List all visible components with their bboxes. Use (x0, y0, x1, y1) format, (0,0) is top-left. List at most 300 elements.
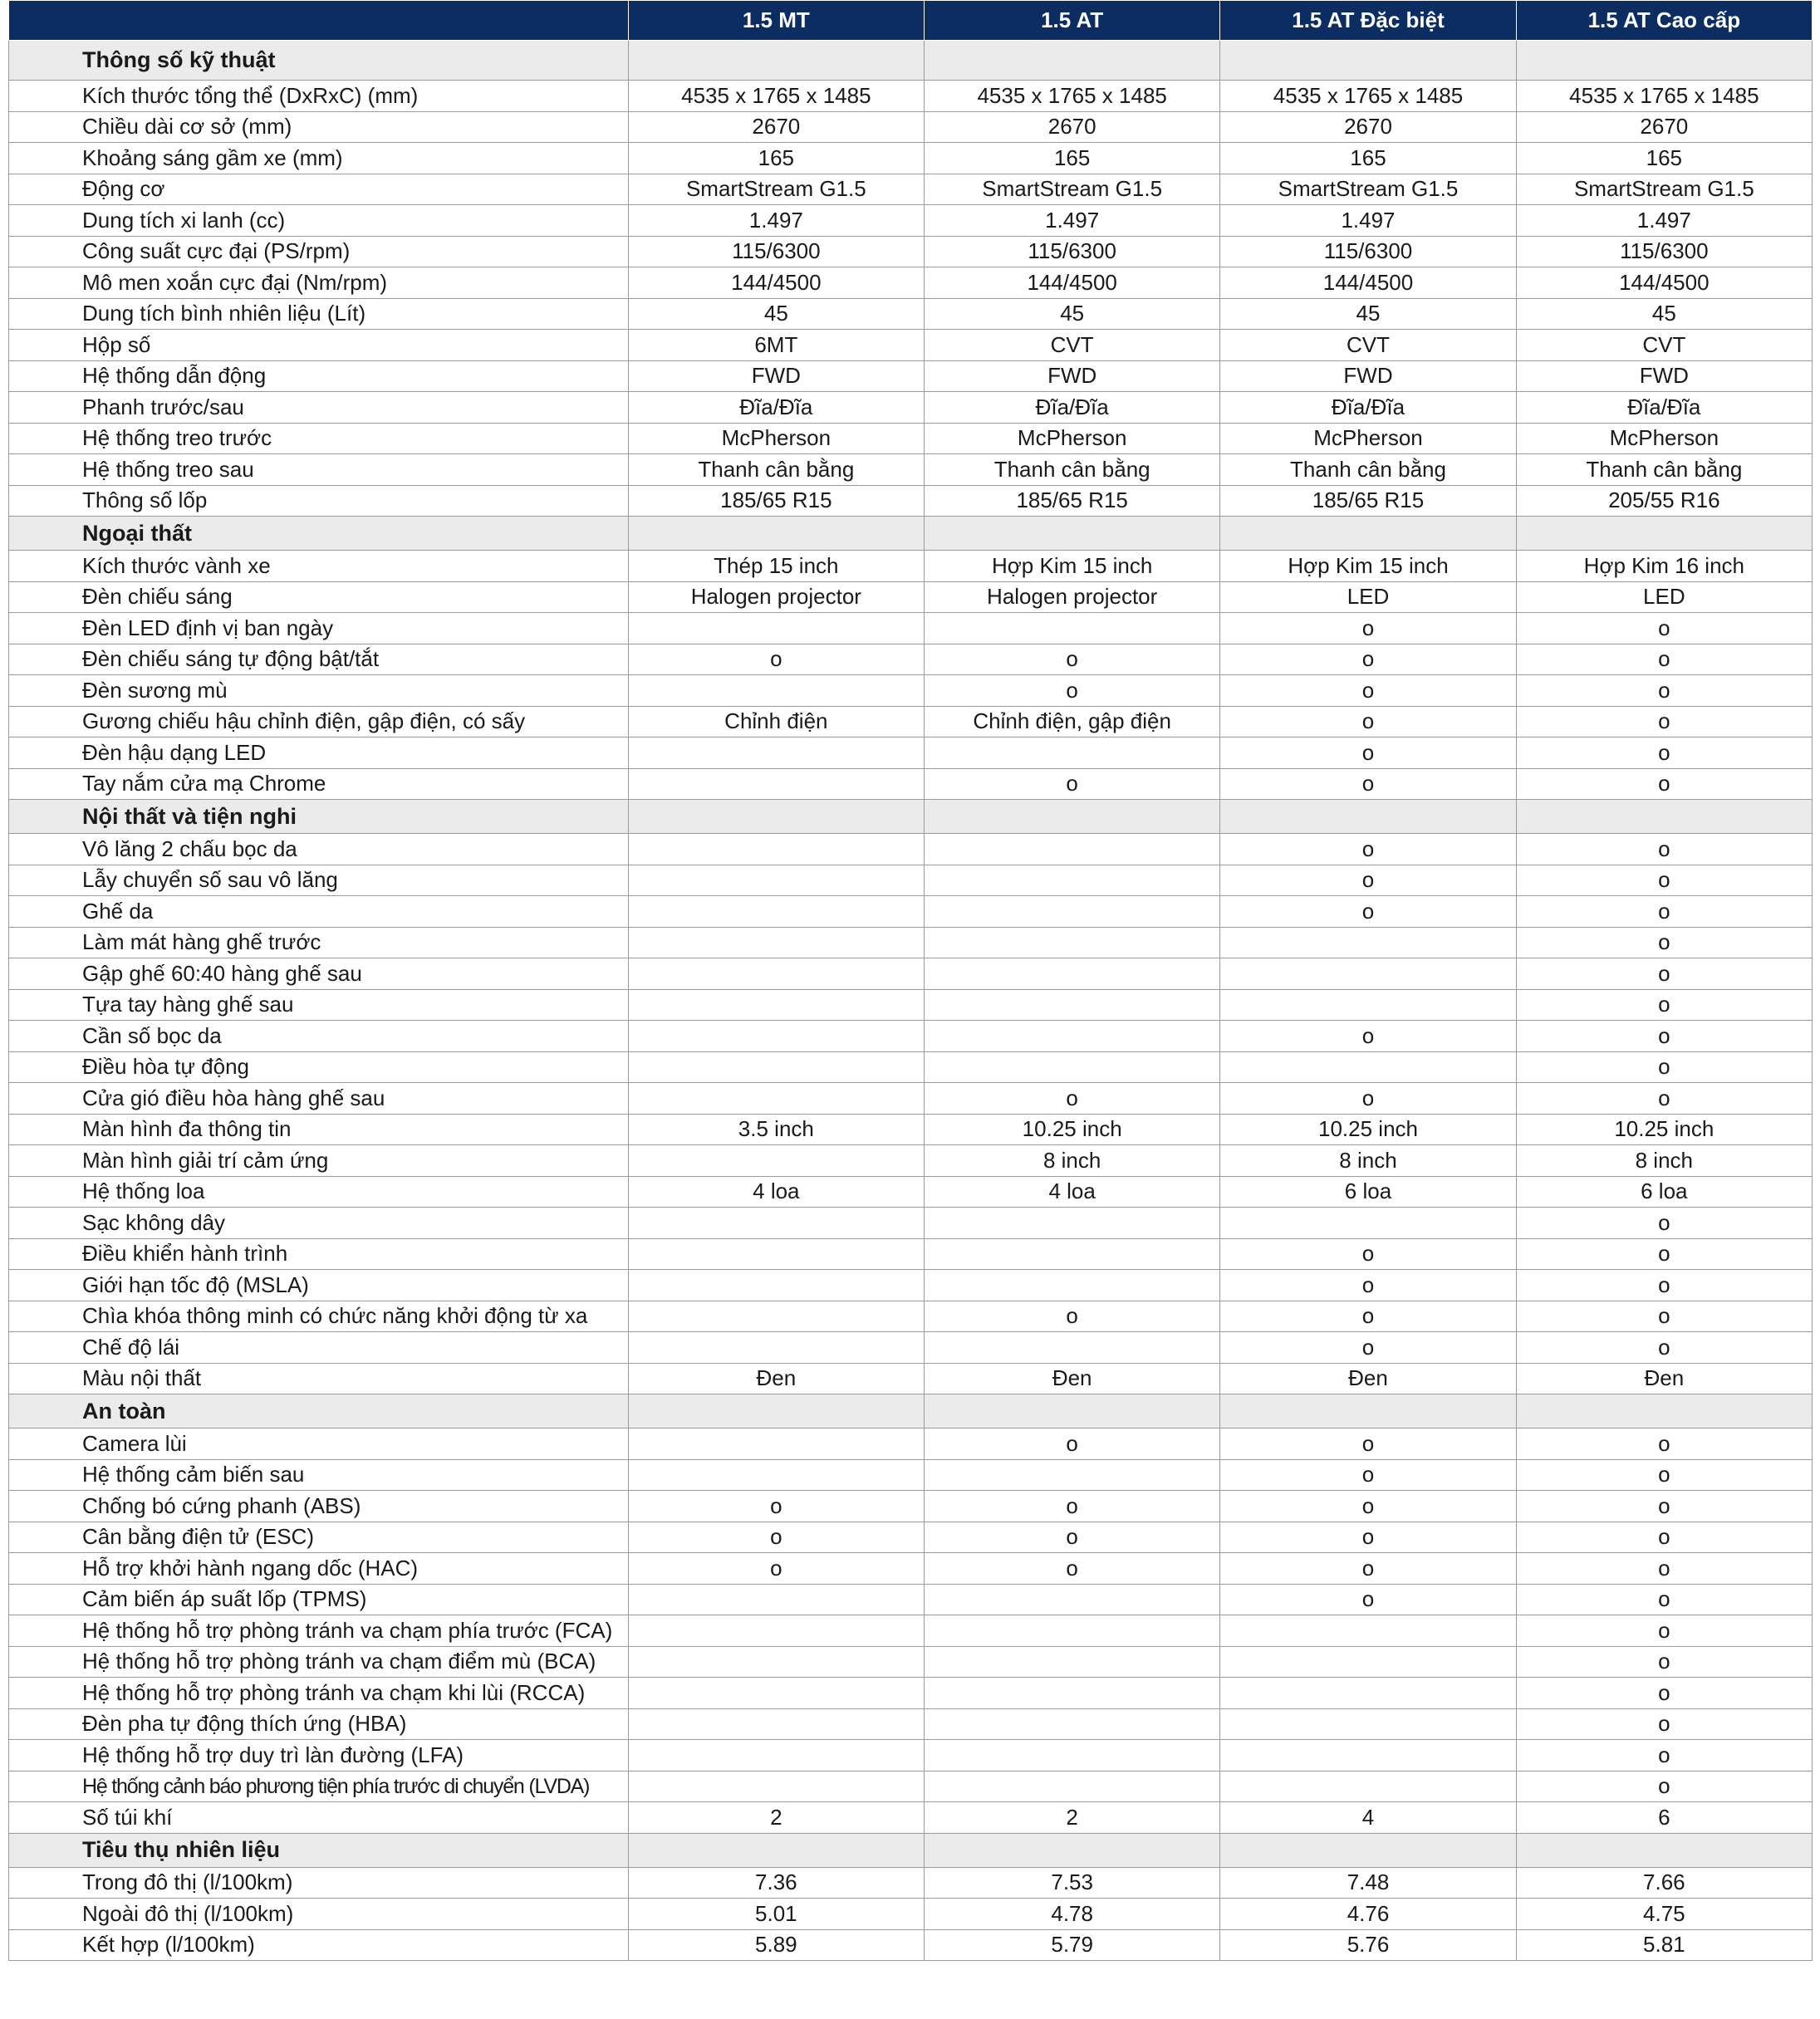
cell-value-col-3: SmartStream G1.5 (1220, 174, 1516, 205)
table-row (9, 1802, 1813, 1834)
cell-value-col-2: o (925, 1522, 1220, 1553)
cell-value-col-1: 45 (628, 298, 924, 330)
cell-value-col-4: 10.25 inch (1516, 1114, 1812, 1145)
row-label (9, 675, 629, 707)
cell-value-col-2: CVT (925, 330, 1220, 361)
cell-value-col-2 (925, 1051, 1220, 1083)
cell-value-col-2: 2670 (925, 111, 1220, 143)
cell-value-col-2 (925, 896, 1220, 928)
cell-value-col-3 (1220, 1208, 1516, 1239)
section-empty-cell (1220, 41, 1516, 81)
cell-value-col-1: SmartStream G1.5 (628, 174, 924, 205)
cell-value-col-2 (925, 1238, 1220, 1270)
cell-value-col-4: o (1516, 927, 1812, 958)
row-label (9, 360, 629, 392)
cell-value-col-2: 4 loa (925, 1176, 1220, 1208)
table-row (9, 1708, 1813, 1740)
cell-value-col-1: 185/65 R15 (628, 485, 924, 517)
table-row (9, 706, 1813, 738)
cell-value-col-1 (628, 768, 924, 800)
row-label-text: Ngoài đô thị (l/100km) (82, 1900, 294, 1926)
section-empty-cell (925, 41, 1220, 81)
cell-value-col-1 (628, 1145, 924, 1177)
cell-value-col-2: o (925, 1428, 1220, 1460)
cell-value-col-2 (925, 989, 1220, 1021)
cell-value-col-1: McPherson (628, 423, 924, 454)
cell-value-col-4: o (1516, 1646, 1812, 1678)
row-label (9, 1363, 629, 1394)
row-label-text: Kích thước tổng thể (DxRxC) (mm) (82, 82, 419, 108)
cell-value-col-2: SmartStream G1.5 (925, 174, 1220, 205)
cell-value-col-1 (628, 927, 924, 958)
cell-value-col-2 (925, 1708, 1220, 1740)
row-label (9, 1740, 629, 1772)
cell-value-col-1: 4 loa (628, 1176, 924, 1208)
row-label-text: Mô men xoắn cực đại (Nm/rpm) (82, 269, 388, 295)
cell-value-col-1 (628, 1083, 924, 1115)
cell-value-col-2 (925, 834, 1220, 865)
cell-value-col-2: 115/6300 (925, 236, 1220, 267)
row-label (9, 1615, 629, 1647)
row-label-text: Trong đô thị (l/100km) (82, 1870, 293, 1895)
table-row (9, 485, 1813, 517)
cell-value-col-4: o (1516, 958, 1812, 990)
cell-value-col-2: o (925, 1553, 1220, 1585)
row-label-text: Tựa tay hàng ghế sau (82, 992, 294, 1017)
section-empty-cell (628, 1394, 924, 1428)
section-empty-cell (925, 1394, 1220, 1428)
cell-value-col-3: CVT (1220, 330, 1516, 361)
cell-value-col-4: 7.66 (1516, 1867, 1812, 1899)
cell-value-col-3 (1220, 1771, 1516, 1802)
cell-value-col-1: 115/6300 (628, 236, 924, 267)
header-column-2: 1.5 AT (925, 1, 1220, 41)
row-label (9, 1646, 629, 1678)
row-label-text: Hệ thống hỗ trợ phòng tránh va chạm điểm mù (BCA) (82, 1649, 596, 1674)
section-empty-cell (1516, 1833, 1812, 1867)
cell-value-col-3: 4 (1220, 1802, 1516, 1834)
table-row (9, 1238, 1813, 1270)
row-label (9, 1270, 629, 1301)
cell-value-col-3: 6 loa (1220, 1176, 1516, 1208)
section-title: Nội thất và tiện nghi (9, 800, 629, 834)
cell-value-col-4: o (1516, 706, 1812, 738)
cell-value-col-4: CVT (1516, 330, 1812, 361)
cell-value-col-4: o (1516, 1522, 1812, 1553)
row-label (9, 581, 629, 613)
cell-value-col-4: o (1516, 1021, 1812, 1052)
cell-value-col-3: 144/4500 (1220, 267, 1516, 299)
row-label (9, 1459, 629, 1491)
cell-value-col-3: 7.48 (1220, 1867, 1516, 1899)
cell-value-col-2 (925, 1771, 1220, 1802)
cell-value-col-3: LED (1220, 581, 1516, 613)
cell-value-col-4: o (1516, 896, 1812, 928)
cell-value-col-4: o (1516, 1208, 1812, 1239)
cell-value-col-2 (925, 927, 1220, 958)
cell-value-col-3: o (1220, 706, 1516, 738)
cell-value-col-2: 185/65 R15 (925, 485, 1220, 517)
table-row (9, 111, 1813, 143)
cell-value-col-4: o (1516, 675, 1812, 707)
cell-value-col-4: o (1516, 1771, 1812, 1802)
row-label-text: Hệ thống hỗ trợ phòng tránh va chạm phía trước (FCA) (82, 1617, 613, 1643)
cell-value-col-2 (925, 958, 1220, 990)
cell-value-col-1 (628, 1051, 924, 1083)
section-empty-cell (1516, 1394, 1812, 1428)
section-header-row (9, 41, 1813, 81)
cell-value-col-1 (628, 1459, 924, 1491)
cell-value-col-1 (628, 1771, 924, 1802)
cell-value-col-1: FWD (628, 360, 924, 392)
cell-value-col-4: 2670 (1516, 111, 1812, 143)
cell-value-col-4: 144/4500 (1516, 267, 1812, 299)
cell-value-col-4: Đen (1516, 1363, 1812, 1394)
row-label-text: Cảm biến áp suất lốp (TPMS) (82, 1586, 367, 1612)
row-label-text: Hệ thống treo trước (82, 425, 272, 451)
cell-value-col-4: o (1516, 1708, 1812, 1740)
table-row (9, 1553, 1813, 1585)
section-empty-cell (1220, 800, 1516, 834)
table-row (9, 1584, 1813, 1615)
cell-value-col-4: 5.81 (1516, 1929, 1812, 1961)
cell-value-col-2 (925, 1678, 1220, 1709)
cell-value-col-3: o (1220, 613, 1516, 644)
cell-value-col-3 (1220, 1740, 1516, 1772)
cell-value-col-4: o (1516, 1051, 1812, 1083)
row-label (9, 1051, 629, 1083)
table-row (9, 675, 1813, 707)
cell-value-col-2: 165 (925, 143, 1220, 174)
cell-value-col-1 (628, 958, 924, 990)
row-label (9, 330, 629, 361)
cell-value-col-1 (628, 1332, 924, 1364)
table-row (9, 1740, 1813, 1772)
section-empty-cell (925, 517, 1220, 551)
table-row (9, 738, 1813, 769)
table-row (9, 1771, 1813, 1802)
table-row (9, 174, 1813, 205)
cell-value-col-4: o (1516, 1459, 1812, 1491)
row-label-text: Camera lùi (82, 1430, 187, 1456)
cell-value-col-3: 165 (1220, 143, 1516, 174)
row-label (9, 1553, 629, 1585)
row-label (9, 423, 629, 454)
row-label-text: Gập ghế 60:40 hàng ghế sau (82, 960, 362, 986)
row-label-text: Cửa gió điều hòa hàng ghế sau (82, 1085, 385, 1110)
table-row (9, 1051, 1813, 1083)
cell-value-col-2 (925, 1208, 1220, 1239)
row-label (9, 738, 629, 769)
cell-value-col-3: o (1220, 1021, 1516, 1052)
table-row (9, 834, 1813, 865)
cell-value-col-2: 8 inch (925, 1145, 1220, 1177)
cell-value-col-3: o (1220, 1332, 1516, 1364)
cell-value-col-1 (628, 613, 924, 644)
cell-value-col-1 (628, 738, 924, 769)
cell-value-col-1 (628, 1428, 924, 1460)
cell-value-col-1: Halogen projector (628, 581, 924, 613)
cell-value-col-4: 4.75 (1516, 1899, 1812, 1930)
section-header-row (9, 517, 1813, 551)
row-label-text: Thông số lốp (82, 488, 208, 513)
table-row (9, 644, 1813, 675)
row-label (9, 1208, 629, 1239)
cell-value-col-2: o (925, 675, 1220, 707)
row-label (9, 1428, 629, 1460)
cell-value-col-2: 45 (925, 298, 1220, 330)
table-row (9, 1332, 1813, 1364)
row-label (9, 958, 629, 990)
section-title: Thông số kỹ thuật (9, 41, 629, 81)
cell-value-col-1 (628, 1238, 924, 1270)
row-label (9, 267, 629, 299)
table-row (9, 1083, 1813, 1115)
table-row (9, 768, 1813, 800)
header-column-3: 1.5 AT Đặc biệt (1220, 1, 1516, 41)
row-label (9, 1114, 629, 1145)
cell-value-col-1 (628, 865, 924, 896)
table-row (9, 298, 1813, 330)
cell-value-col-2 (925, 1646, 1220, 1678)
cell-value-col-1 (628, 1646, 924, 1678)
row-label (9, 454, 629, 486)
cell-value-col-1: o (628, 1522, 924, 1553)
section-empty-cell (1220, 1833, 1516, 1867)
cell-value-col-4: LED (1516, 581, 1812, 613)
table-row (9, 1114, 1813, 1145)
row-label-text: Làm mát hàng ghế trước (82, 929, 321, 955)
row-label (9, 1083, 629, 1115)
table-row (9, 1208, 1813, 1239)
row-label (9, 1145, 629, 1177)
cell-value-col-3: o (1220, 1459, 1516, 1491)
cell-value-col-4: o (1516, 1584, 1812, 1615)
section-header-row (9, 800, 1813, 834)
cell-value-col-4: o (1516, 1238, 1812, 1270)
cell-value-col-2: Thanh cân bằng (925, 454, 1220, 486)
cell-value-col-1 (628, 675, 924, 707)
section-title: An toàn (9, 1394, 629, 1428)
row-label-text: Hệ thống treo sau (82, 456, 254, 482)
cell-value-col-2: o (925, 1301, 1220, 1332)
section-empty-cell (628, 41, 924, 81)
cell-value-col-3 (1220, 989, 1516, 1021)
cell-value-col-2 (925, 738, 1220, 769)
cell-value-col-3 (1220, 1051, 1516, 1083)
cell-value-col-3: o (1220, 1491, 1516, 1522)
cell-value-col-1 (628, 1021, 924, 1052)
cell-value-col-3: o (1220, 1083, 1516, 1115)
table-row (9, 927, 1813, 958)
table-row (9, 896, 1813, 928)
cell-value-col-3: FWD (1220, 360, 1516, 392)
cell-value-col-4: 1.497 (1516, 205, 1812, 237)
cell-value-col-3: 45 (1220, 298, 1516, 330)
row-label-text: Phanh trước/sau (82, 394, 244, 419)
row-label (9, 768, 629, 800)
row-label-text: Sạc không dây (82, 1209, 226, 1235)
cell-value-col-4: SmartStream G1.5 (1516, 174, 1812, 205)
cell-value-col-3: Đĩa/Đĩa (1220, 392, 1516, 424)
row-label-text: Kết hợp (l/100km) (82, 1932, 255, 1958)
cell-value-col-2: Đĩa/Đĩa (925, 392, 1220, 424)
row-label (9, 1899, 629, 1930)
cell-value-col-3: 4.76 (1220, 1899, 1516, 1930)
cell-value-col-4: o (1516, 1301, 1812, 1332)
row-label (9, 1678, 629, 1709)
cell-value-col-1 (628, 1615, 924, 1647)
cell-value-col-2: McPherson (925, 423, 1220, 454)
row-label-text: Màn hình giải trí cảm ứng (82, 1147, 329, 1173)
cell-value-col-3: o (1220, 1428, 1516, 1460)
section-empty-cell (925, 1833, 1220, 1867)
cell-value-col-4: o (1516, 644, 1812, 675)
cell-value-col-1: 1.497 (628, 205, 924, 237)
cell-value-col-2 (925, 1021, 1220, 1052)
cell-value-col-4: o (1516, 1083, 1812, 1115)
row-label-text: Hộp số (82, 331, 151, 357)
row-label-text: Đèn pha tự động thích ứng (HBA) (82, 1711, 407, 1737)
cell-value-col-3: o (1220, 896, 1516, 928)
row-label-text: Hệ thống cảnh báo phương tiện phía trước di chuyển (LVDA) (82, 1775, 590, 1799)
cell-value-col-1: 5.89 (628, 1929, 924, 1961)
section-empty-cell (1220, 1394, 1516, 1428)
cell-value-col-4: 205/55 R16 (1516, 485, 1812, 517)
cell-value-col-1: 165 (628, 143, 924, 174)
spec-table (8, 0, 1813, 1961)
cell-value-col-4: o (1516, 768, 1812, 800)
row-label-text: Số túi khí (82, 1804, 173, 1830)
cell-value-col-2: o (925, 768, 1220, 800)
table-row (9, 1270, 1813, 1301)
cell-value-col-4: McPherson (1516, 423, 1812, 454)
cell-value-col-4: 165 (1516, 143, 1812, 174)
cell-value-col-4: 6 loa (1516, 1176, 1812, 1208)
cell-value-col-3: o (1220, 1238, 1516, 1270)
cell-value-col-3: o (1220, 675, 1516, 707)
table-row (9, 1678, 1813, 1709)
cell-value-col-3: o (1220, 834, 1516, 865)
cell-value-col-1: o (628, 1553, 924, 1585)
cell-value-col-2 (925, 1615, 1220, 1647)
cell-value-col-3: o (1220, 1270, 1516, 1301)
cell-value-col-3: 4535 x 1765 x 1485 (1220, 81, 1516, 112)
cell-value-col-1: o (628, 644, 924, 675)
cell-value-col-4: 115/6300 (1516, 236, 1812, 267)
cell-value-col-3: 115/6300 (1220, 236, 1516, 267)
cell-value-col-1 (628, 896, 924, 928)
row-label (9, 1491, 629, 1522)
table-row (9, 1021, 1813, 1052)
cell-value-col-2: Hợp Kim 15 inch (925, 551, 1220, 582)
row-label-text: Lẫy chuyển số sau vô lăng (82, 867, 338, 893)
row-label (9, 865, 629, 896)
table-row (9, 1491, 1813, 1522)
table-row (9, 392, 1813, 424)
cell-value-col-3: o (1220, 1584, 1516, 1615)
row-label-text: Hệ thống dẫn động (82, 363, 267, 389)
section-empty-cell (628, 800, 924, 834)
header-column-1: 1.5 MT (628, 1, 924, 41)
cell-value-col-4: o (1516, 834, 1812, 865)
spec-body (9, 41, 1813, 1961)
row-label (9, 485, 629, 517)
cell-value-col-3 (1220, 1615, 1516, 1647)
row-label (9, 1522, 629, 1553)
table-row (9, 581, 1813, 613)
cell-value-col-4: o (1516, 1553, 1812, 1585)
cell-value-col-4: 6 (1516, 1802, 1812, 1834)
cell-value-col-2: 4.78 (925, 1899, 1220, 1930)
row-label-text: Ghế da (82, 898, 154, 924)
cell-value-col-3: Đen (1220, 1363, 1516, 1394)
cell-value-col-1: 3.5 inch (628, 1114, 924, 1145)
cell-value-col-1 (628, 1740, 924, 1772)
table-row (9, 1428, 1813, 1460)
row-label-text: Cân bằng điện tử (ESC) (82, 1524, 314, 1550)
cell-value-col-4: Hợp Kim 16 inch (1516, 551, 1812, 582)
table-row (9, 958, 1813, 990)
cell-value-col-3 (1220, 1646, 1516, 1678)
row-label-text: Hỗ trợ khởi hành ngang dốc (HAC) (82, 1555, 419, 1580)
cell-value-col-1 (628, 989, 924, 1021)
cell-value-col-1: Thép 15 inch (628, 551, 924, 582)
row-label (9, 1238, 629, 1270)
cell-value-col-1: 4535 x 1765 x 1485 (628, 81, 924, 112)
row-label-text: Cần số bọc da (82, 1022, 222, 1048)
cell-value-col-2: Đen (925, 1363, 1220, 1394)
row-label-text: Vô lăng 2 chấu bọc da (82, 836, 297, 861)
table-row (9, 1615, 1813, 1647)
cell-value-col-2: o (925, 1491, 1220, 1522)
cell-value-col-2 (925, 1270, 1220, 1301)
section-title: Tiêu thụ nhiên liệu (9, 1833, 629, 1867)
cell-value-col-3: o (1220, 865, 1516, 896)
row-label (9, 174, 629, 205)
table-row (9, 1646, 1813, 1678)
row-label-text: Dung tích bình nhiên liệu (Lít) (82, 301, 366, 326)
row-label (9, 111, 629, 143)
row-label (9, 834, 629, 865)
section-empty-cell (925, 800, 1220, 834)
cell-value-col-2: 4535 x 1765 x 1485 (925, 81, 1220, 112)
table-row (9, 1522, 1813, 1553)
cell-value-col-3: o (1220, 1301, 1516, 1332)
table-row (9, 551, 1813, 582)
cell-value-col-2: Halogen projector (925, 581, 1220, 613)
section-empty-cell (1516, 517, 1812, 551)
cell-value-col-4: 45 (1516, 298, 1812, 330)
row-label-text: Kích thước vành xe (82, 552, 271, 578)
table-row (9, 1899, 1813, 1930)
cell-value-col-2: o (925, 1083, 1220, 1115)
row-label (9, 81, 629, 112)
cell-value-col-1: 5.01 (628, 1899, 924, 1930)
cell-value-col-3: 185/65 R15 (1220, 485, 1516, 517)
cell-value-col-3 (1220, 1708, 1516, 1740)
cell-value-col-2 (925, 1459, 1220, 1491)
cell-value-col-4: o (1516, 865, 1812, 896)
cell-value-col-1 (628, 1301, 924, 1332)
cell-value-col-2 (925, 1584, 1220, 1615)
cell-value-col-1: Đĩa/Đĩa (628, 392, 924, 424)
table-row (9, 1363, 1813, 1394)
section-empty-cell (1516, 800, 1812, 834)
cell-value-col-2: 2 (925, 1802, 1220, 1834)
row-label-text: Chìa khóa thông minh có chức năng khởi động từ xa (82, 1303, 588, 1329)
cell-value-col-3 (1220, 958, 1516, 990)
